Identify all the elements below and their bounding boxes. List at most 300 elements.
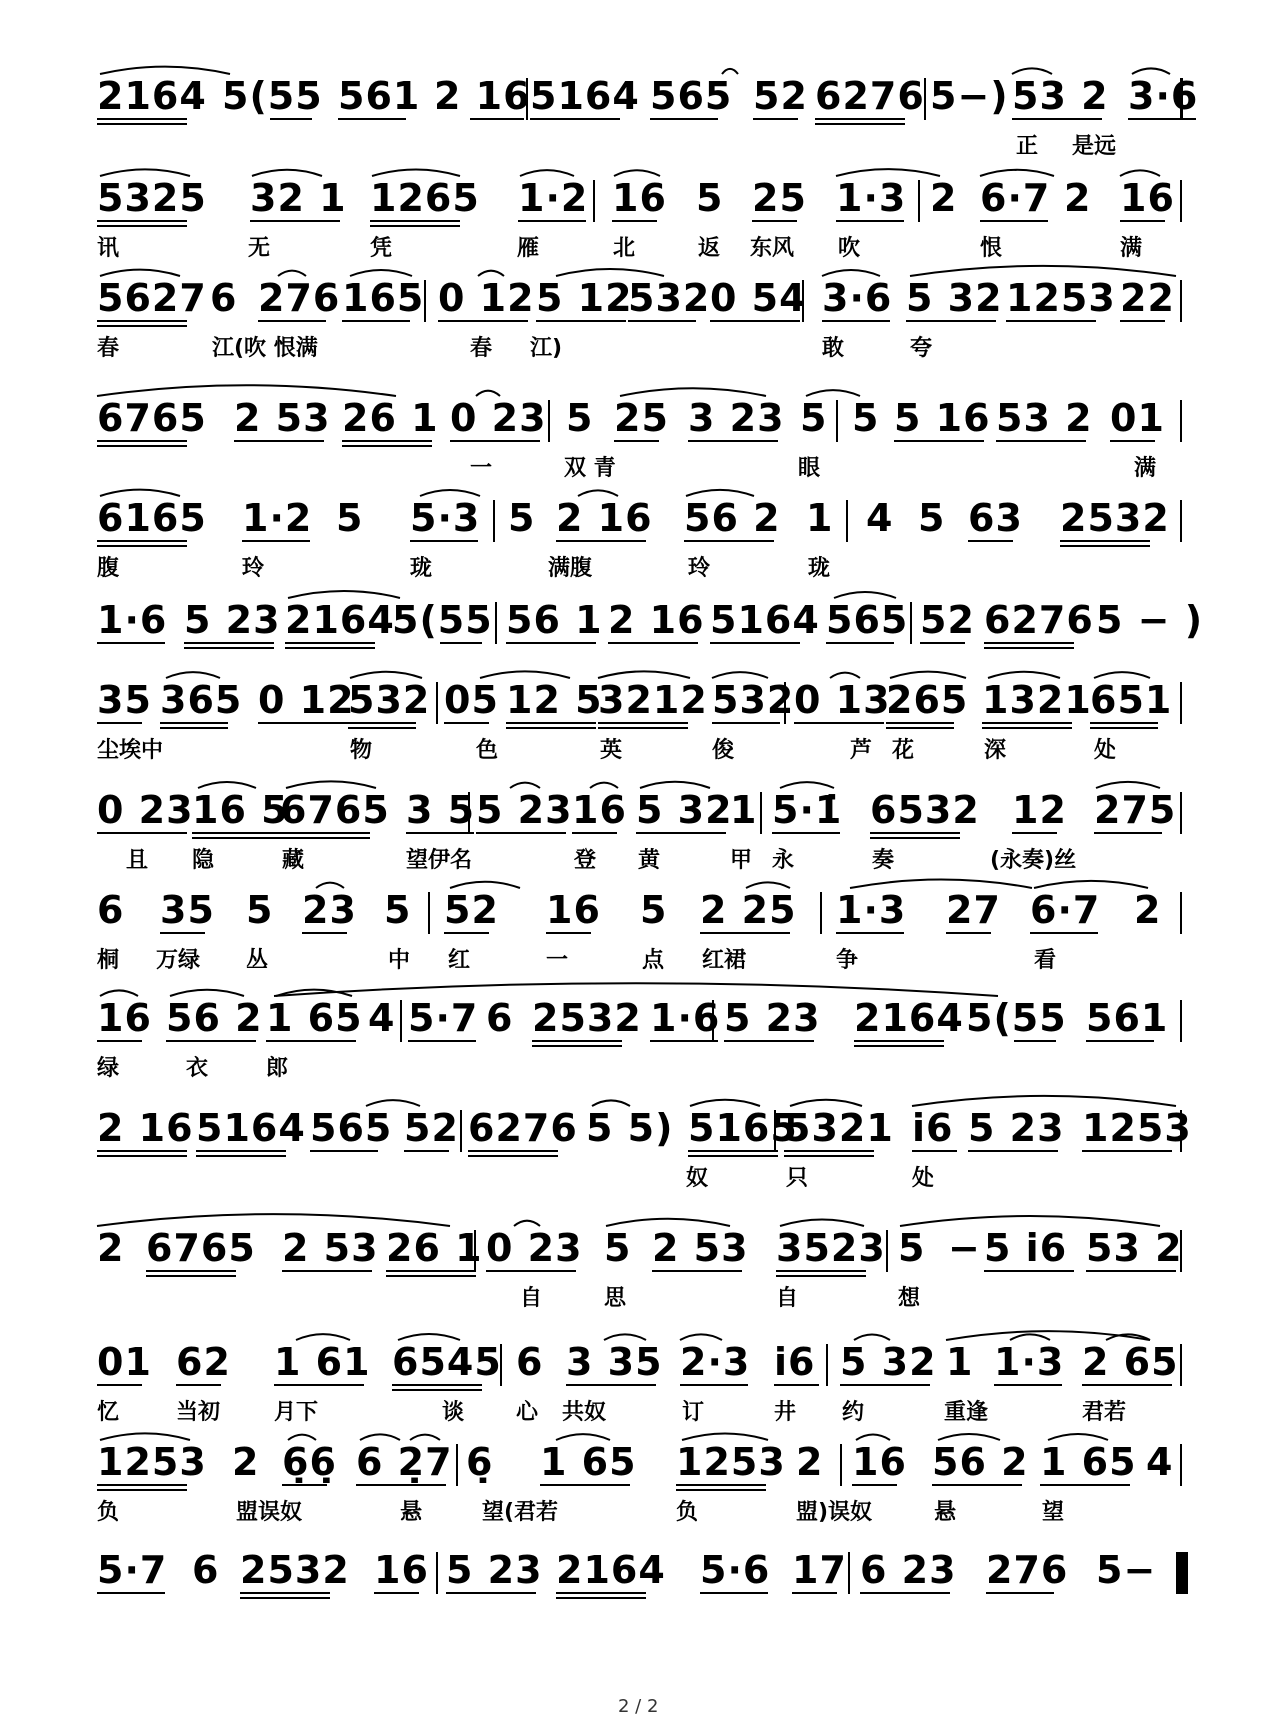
- lyric-text: 尘埃中: [97, 738, 164, 763]
- lyric-text: 芦: [850, 738, 873, 763]
- note-group: 0 12: [258, 678, 355, 722]
- note-group: 2 25: [700, 888, 797, 932]
- lyric-text: 俊: [712, 738, 735, 763]
- lyric-text: 色: [476, 738, 499, 763]
- duration-underline: [97, 440, 187, 442]
- note-group: 6: [97, 888, 125, 932]
- note-group: 1253: [1006, 276, 1116, 320]
- note-group: 2 16: [556, 496, 653, 540]
- note-group: 6: [210, 276, 238, 320]
- duration-underline: [386, 1270, 476, 1272]
- barline: [774, 1110, 776, 1152]
- note-group: i̇6: [912, 1106, 954, 1150]
- note-group: 276: [258, 276, 341, 320]
- duration-underline: [886, 722, 954, 724]
- lyric-text: 雁: [517, 236, 540, 261]
- duration-underline: [946, 932, 991, 934]
- duration-underline: [184, 642, 274, 644]
- duration-underline: [710, 320, 800, 322]
- note-group: 651: [1090, 678, 1173, 722]
- lyric-text: 玲: [242, 556, 265, 581]
- note-group: 26 1: [386, 1226, 483, 1270]
- duration-underline: [684, 540, 774, 542]
- note-group: 0 23: [97, 788, 194, 832]
- note-group: 4: [1146, 1440, 1174, 1484]
- barline: [1180, 1444, 1182, 1486]
- duration-underline: [476, 832, 566, 834]
- note-group: 23: [302, 888, 357, 932]
- note-group: 6: [486, 996, 514, 1040]
- lyric-text: 江(吹 恨满: [212, 336, 318, 361]
- lyric-text: 负: [676, 1500, 699, 1525]
- note-group: 27: [946, 888, 1001, 932]
- duration-underline: [446, 1592, 536, 1594]
- duration-underline: [650, 1040, 718, 1042]
- lyric-text: 悬: [400, 1500, 423, 1525]
- note-group: 5164: [196, 1106, 306, 1150]
- duration-underline: [688, 440, 778, 442]
- note-group: 5: [640, 888, 668, 932]
- note-group: 1265: [370, 176, 480, 220]
- note-group: 26 1: [342, 396, 439, 440]
- lyric-text: 且: [126, 848, 149, 873]
- note-group: 5·3: [410, 496, 481, 540]
- note-group: 56 2: [684, 496, 781, 540]
- note-group: 265: [886, 678, 969, 722]
- score-line: [0, 1548, 1272, 1658]
- note-group: 1321: [982, 678, 1092, 722]
- note-group: 5−): [930, 74, 1009, 118]
- lyric-text: 重逢: [944, 1400, 989, 1425]
- note-group: 5165: [688, 1106, 798, 1150]
- duration-underline: [160, 727, 228, 729]
- duration-underline: [486, 1270, 576, 1272]
- duration-underline: [160, 932, 205, 934]
- note-group: 17: [792, 1548, 847, 1592]
- note-group: 532: [628, 276, 711, 320]
- lyric-text: 想: [898, 1286, 921, 1311]
- note-group: 5−: [1096, 1548, 1157, 1592]
- lyric-text: 只: [786, 1166, 809, 1191]
- duration-underline: [470, 118, 524, 120]
- duration-underline: [1120, 220, 1165, 222]
- lyric-text: 处: [912, 1166, 935, 1191]
- duration-underline: [280, 832, 370, 834]
- lyric-text: 争: [836, 948, 859, 973]
- note-group: 1: [806, 496, 834, 540]
- note-group: 2532: [240, 1548, 350, 1592]
- duration-underline: [556, 540, 646, 542]
- duration-underline: [285, 647, 375, 649]
- lyric-text: 君若: [1082, 1400, 1127, 1425]
- note-group: 62: [176, 1340, 231, 1384]
- lyric-text: 吹: [838, 236, 861, 261]
- duration-underline: [1014, 1040, 1056, 1042]
- note-group: 6276: [468, 1106, 578, 1150]
- duration-underline: [986, 1592, 1054, 1594]
- duration-underline: [97, 642, 165, 644]
- barline: [918, 180, 920, 222]
- duration-underline: [97, 1040, 142, 1042]
- duration-underline: [438, 320, 528, 322]
- lyric-text: 衣: [186, 1056, 209, 1081]
- duration-underline: [984, 642, 1074, 644]
- duration-underline: [310, 1150, 378, 1152]
- barline: [784, 682, 786, 724]
- lyric-text: 谈: [442, 1400, 465, 1425]
- duration-underline: [258, 320, 326, 322]
- lyric-text: 黄: [638, 848, 661, 873]
- duration-underline: [97, 123, 187, 125]
- duration-underline: [410, 540, 478, 542]
- note-group: 1: [730, 788, 758, 832]
- note-group: 5 23: [476, 788, 573, 832]
- duration-underline: [240, 1597, 330, 1599]
- lyric-text: 当初: [176, 1400, 221, 1425]
- barline: [468, 792, 470, 834]
- barline: [1180, 1230, 1182, 1272]
- duration-underline: [392, 1389, 482, 1391]
- note-group: 56 1: [506, 598, 603, 642]
- lyric-text: 春: [470, 336, 493, 361]
- duration-underline: [1082, 1150, 1172, 1152]
- note-group: 2: [796, 1440, 824, 1484]
- note-group: 5: [566, 396, 594, 440]
- barline: [456, 1444, 458, 1486]
- duration-underline: [566, 1384, 656, 1386]
- duration-underline: [97, 540, 187, 542]
- duration-underline: [870, 837, 960, 839]
- lyric-text: 登: [574, 848, 597, 873]
- duration-underline: [836, 932, 904, 934]
- duration-underline: [870, 832, 960, 834]
- barline: [424, 280, 426, 322]
- lyric-text: 珑: [808, 556, 831, 581]
- note-group: 16: [612, 176, 667, 220]
- duration-underline: [266, 1040, 356, 1042]
- note-group: 5·7: [97, 1548, 168, 1592]
- score-line: [0, 176, 1272, 286]
- duration-underline: [146, 1275, 236, 1277]
- lyric-text: 甲: [730, 848, 753, 873]
- duration-underline: [258, 722, 348, 724]
- lyric-text: 看: [1034, 948, 1057, 973]
- duration-underline: [196, 1155, 286, 1157]
- duration-underline: [792, 1592, 837, 1594]
- slur-mark: [900, 1216, 1160, 1226]
- lyric-text: 望: [1042, 1500, 1065, 1525]
- duration-underline: [826, 642, 894, 644]
- lyric-text: 凭: [370, 236, 393, 261]
- duration-underline: [996, 440, 1086, 442]
- duration-underline: [97, 1150, 187, 1152]
- duration-underline: [1006, 320, 1096, 322]
- note-group: 565: [826, 598, 909, 642]
- duration-underline: [342, 445, 432, 447]
- barline: [1180, 78, 1183, 120]
- duration-underline: [968, 540, 1013, 542]
- lyric-text: 盟)误奴: [796, 1500, 873, 1525]
- lyric-text: 丛: [246, 948, 269, 973]
- barline: [1180, 500, 1182, 542]
- note-group: 5321: [784, 1106, 894, 1150]
- duration-underline: [724, 1040, 814, 1042]
- note-group: 1·6: [97, 598, 168, 642]
- lyric-text: 北: [613, 236, 636, 261]
- duration-underline: [97, 325, 187, 327]
- duration-underline: [688, 1150, 778, 1152]
- lyric-text: 桐: [97, 948, 120, 973]
- note-group: 1253: [97, 1440, 207, 1484]
- barline: [848, 1552, 850, 1594]
- duration-underline: [1012, 832, 1057, 834]
- duration-underline: [636, 832, 726, 834]
- lyric-text: 望伊名: [406, 848, 473, 873]
- note-group: 5 23: [724, 996, 821, 1040]
- lyric-text: 满腹: [548, 556, 593, 581]
- note-group: 0 23: [486, 1226, 583, 1270]
- barline: [1180, 1344, 1182, 1386]
- note-group: 35: [160, 888, 215, 932]
- duration-underline: [1012, 118, 1102, 120]
- note-group: 5164: [710, 598, 820, 642]
- note-group: 2: [1064, 176, 1092, 220]
- note-group: 6765: [97, 396, 207, 440]
- barline: [760, 792, 762, 834]
- note-group: 01: [97, 1340, 152, 1384]
- duration-underline: [192, 837, 282, 839]
- note-group: 6̣: [466, 1440, 494, 1484]
- duration-underline: [97, 320, 187, 322]
- duration-underline: [342, 440, 432, 442]
- note-group: 2 53: [652, 1226, 749, 1270]
- duration-underline: [97, 118, 187, 120]
- duration-underline: [97, 832, 187, 834]
- barline: [474, 1230, 476, 1272]
- note-group: 1253: [1082, 1106, 1192, 1150]
- lyric-text: 永: [772, 848, 795, 873]
- lyric-text: 满: [1134, 456, 1157, 481]
- duration-underline: [1128, 118, 1196, 120]
- note-group: 0 12: [438, 276, 535, 320]
- barline: [1180, 180, 1182, 222]
- note-group: 1·3: [836, 176, 907, 220]
- note-group: 5 16: [894, 396, 991, 440]
- note-group: 5 32: [636, 788, 733, 832]
- duration-underline: [374, 1592, 419, 1594]
- note-group: 5 12: [536, 276, 633, 320]
- duration-underline: [982, 722, 1072, 724]
- duration-underline: [700, 932, 790, 934]
- note-group: 5325: [97, 176, 207, 220]
- duration-underline: [536, 320, 626, 322]
- note-group: 1253: [676, 1440, 786, 1484]
- note-group: 3·6: [1128, 74, 1199, 118]
- note-group: 52: [753, 74, 808, 118]
- note-group: 2 16: [434, 74, 531, 118]
- duration-underline: [392, 1384, 482, 1386]
- duration-underline: [598, 727, 688, 729]
- lyric-text: 红裙: [702, 948, 747, 973]
- duration-underline: [342, 320, 410, 322]
- note-group: 2164: [97, 74, 207, 118]
- duration-underline: [752, 220, 797, 222]
- note-group: 22: [1120, 276, 1175, 320]
- duration-underline: [776, 1275, 866, 1277]
- duration-underline: [628, 320, 696, 322]
- barline: [910, 602, 912, 644]
- note-group: 6165: [97, 496, 207, 540]
- lyric-text: 腹: [97, 556, 120, 581]
- duration-underline: [1030, 932, 1098, 934]
- duration-underline: [97, 1592, 165, 1594]
- note-group: 3 5: [406, 788, 476, 832]
- duration-underline: [840, 1384, 930, 1386]
- duration-underline: [912, 1150, 957, 1152]
- duration-underline: [886, 727, 954, 729]
- duration-underline: [97, 1489, 187, 1491]
- duration-underline: [894, 440, 984, 442]
- note-group: 16 5: [192, 788, 289, 832]
- duration-underline: [608, 642, 698, 644]
- duration-underline: [250, 220, 340, 222]
- note-group: 3523: [776, 1226, 886, 1270]
- duration-underline: [772, 832, 840, 834]
- barline: [712, 1000, 714, 1042]
- duration-underline: [282, 1484, 327, 1486]
- duration-underline: [280, 837, 370, 839]
- duration-underline: [97, 1484, 187, 1486]
- lyric-text: 自: [520, 1286, 543, 1311]
- duration-underline: [356, 1484, 446, 1486]
- lyric-text: 恨: [980, 236, 1003, 261]
- note-group: 6: [192, 1548, 220, 1592]
- duration-underline: [680, 1384, 748, 1386]
- duration-underline: [1090, 727, 1158, 729]
- lyric-text: 正: [1016, 134, 1039, 159]
- note-group: 5(55: [392, 598, 493, 642]
- barline: [493, 500, 495, 542]
- lyric-text: 江): [530, 336, 563, 361]
- duration-underline: [450, 440, 540, 442]
- duration-underline: [982, 727, 1072, 729]
- note-group: 5 23: [968, 1106, 1065, 1150]
- slur-mark: [100, 67, 230, 74]
- note-group: 5: [384, 888, 412, 932]
- duration-underline: [854, 1040, 944, 1042]
- duration-underline: [406, 832, 474, 834]
- duration-underline: [984, 1270, 1074, 1272]
- duration-underline: [612, 220, 657, 222]
- note-group: 2: [97, 1226, 125, 1270]
- score-line: [0, 1440, 1272, 1550]
- duration-underline: [1094, 832, 1162, 834]
- note-group: 2 16: [97, 1106, 194, 1150]
- note-group: 1 65: [1040, 1440, 1137, 1484]
- note-group: 4: [368, 996, 396, 1040]
- note-group: 5: [918, 496, 946, 540]
- lyric-text: 深: [984, 738, 1007, 763]
- note-group: 0 54: [710, 276, 807, 320]
- barline: [846, 500, 848, 542]
- note-group: 5·7: [408, 996, 479, 1040]
- note-group: 6276: [984, 598, 1094, 642]
- duration-underline: [920, 642, 965, 644]
- lyric-text: 物: [350, 738, 373, 763]
- duration-underline: [1086, 1270, 1176, 1272]
- note-group: 2 53: [234, 396, 331, 440]
- duration-underline: [348, 722, 416, 724]
- note-group: 2164: [285, 598, 395, 642]
- barline: [1180, 792, 1182, 834]
- note-group: 5: [336, 496, 364, 540]
- lyric-text: 东风: [750, 236, 795, 261]
- duration-underline: [234, 440, 324, 442]
- note-group: 6532: [870, 788, 980, 832]
- duration-underline: [776, 1270, 866, 1272]
- duration-underline: [506, 642, 596, 644]
- note-group: 56 2: [166, 996, 263, 1040]
- duration-underline: [370, 220, 460, 222]
- note-group: 5: [508, 496, 536, 540]
- barline: [1180, 892, 1182, 934]
- barline: [1180, 682, 1182, 724]
- note-group: 561: [338, 74, 421, 118]
- duration-underline: [386, 1275, 476, 1277]
- note-group: 2·3: [680, 1340, 751, 1384]
- note-group: 2: [1134, 888, 1162, 932]
- duration-underline: [794, 722, 884, 724]
- note-group: 532: [348, 678, 431, 722]
- note-group: 5: [898, 1226, 926, 1270]
- note-group: 5: [604, 1226, 632, 1270]
- note-group: 56 2: [932, 1440, 1029, 1484]
- note-group: 16: [97, 996, 152, 1040]
- note-group: 1·3: [836, 888, 907, 932]
- lyric-text: 郎: [266, 1056, 289, 1081]
- note-group: −: [948, 1226, 981, 1270]
- duration-underline: [282, 1270, 372, 1272]
- score-line: [0, 396, 1272, 506]
- barline: [924, 78, 926, 120]
- note-group: 5 23: [184, 598, 281, 642]
- note-group: 6·7: [1030, 888, 1101, 932]
- note-group: 5164: [530, 74, 640, 118]
- note-group: 6·7: [980, 176, 1051, 220]
- lyric-text: 无: [248, 236, 271, 261]
- note-group: 5 32: [840, 1340, 937, 1384]
- lyric-text: 奏: [872, 848, 895, 873]
- duration-underline: [302, 932, 347, 934]
- duration-underline: [338, 118, 406, 120]
- lyric-text: 讯: [97, 236, 120, 261]
- score-line: [0, 1226, 1272, 1336]
- duration-underline: [784, 1150, 874, 1152]
- slur-mark: [606, 1219, 730, 1226]
- duration-underline: [404, 1150, 449, 1152]
- duration-underline: [968, 1150, 1058, 1152]
- note-group: 5·1̇: [772, 788, 843, 832]
- note-group: 5(55: [222, 74, 323, 118]
- note-group: 1·2: [242, 496, 313, 540]
- note-group: 05: [444, 678, 499, 722]
- duration-underline: [710, 642, 800, 644]
- score-line: [0, 678, 1272, 788]
- note-group: 0 23: [450, 396, 547, 440]
- duration-underline: [444, 932, 489, 934]
- note-group: i̇6: [774, 1340, 816, 1384]
- note-group: 6 23: [860, 1548, 957, 1592]
